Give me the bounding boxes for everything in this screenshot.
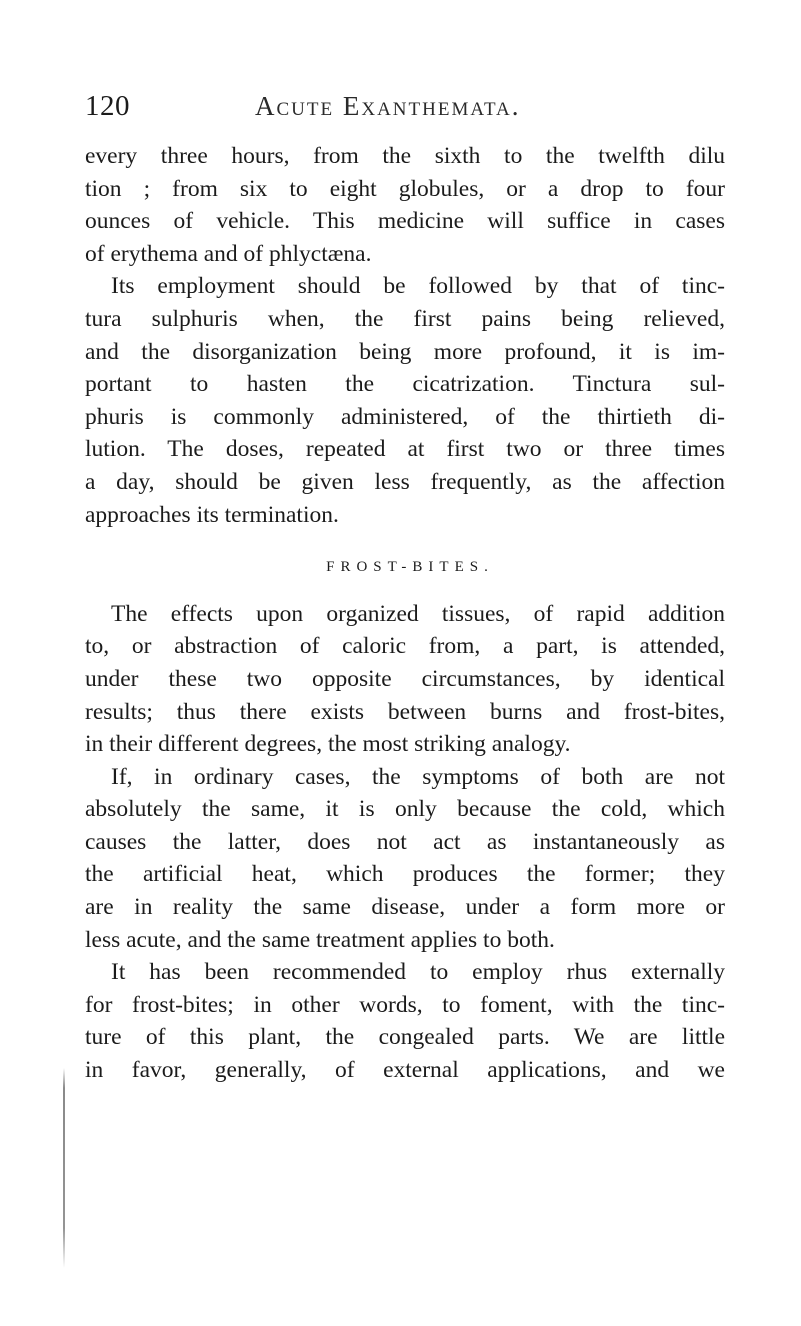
text-line: causes the latter, does not act as instantaneously as: [85, 828, 725, 855]
text-line: for frost-bites; in other words, to foment, with the tinc-: [85, 991, 725, 1018]
text-line: results; thus there exists between burns and frost-bites,: [85, 698, 725, 725]
running-head: [85, 88, 725, 128]
page-number: 120: [85, 90, 130, 122]
section-heading: FROST-BITES.: [326, 559, 494, 576]
text-line: in favor, generally, of external applications, and we: [85, 1057, 725, 1084]
text-line: in their different degrees, the most striking analogy.: [85, 731, 571, 758]
text-line: ounces of vehicle. This medicine will suffice in cases: [85, 208, 725, 235]
text-line: lution. The doses, repeated at first two or three times: [85, 436, 725, 463]
text-line: tion ; from six to eight globules, or a drop to four: [85, 175, 725, 202]
text-line: ture of this plant, the congealed parts. We are little: [85, 1024, 725, 1051]
text-line: portant to hasten the cicatrization. Tinctura sul-: [85, 371, 725, 398]
text-line: phuris is commonly administered, of the thirtieth di-: [85, 403, 725, 430]
running-title: Acute Exanthemata.: [255, 91, 521, 121]
text-line: under these two opposite circumstances, by identical: [85, 665, 725, 692]
margin-pencil-mark: [63, 1068, 65, 1268]
text-line: every three hours, from the sixth to the twelfth dilu: [85, 143, 725, 169]
text-line: If, in ordinary cases, the symptoms of both are not: [111, 763, 725, 790]
text-line: the artificial heat, which produces the former; they: [85, 861, 725, 888]
text-line: are in reality the same disease, under a form more or: [85, 894, 725, 921]
text-line: Its employment should be followed by that of tinc-: [111, 273, 725, 300]
text-line: approaches its termination.: [85, 501, 339, 528]
text-line: It has been recommended to employ rhus externally: [111, 959, 725, 986]
text-line: to, or abstraction of caloric from, a part, is attended,: [85, 633, 725, 660]
text-line: of erythema and of phlyctæna.: [85, 240, 372, 267]
body-text: [85, 140, 725, 1087]
text-line: tura sulphuris when, the first pains being relieved,: [85, 305, 725, 332]
text-line: absolutely the same, it is only because the cold, which: [85, 796, 725, 823]
text-line: a day, should be given less frequently, as the affection: [85, 468, 725, 495]
text-line: less acute, and the same treatment applies to both.: [85, 926, 555, 953]
text-line: The effects upon organized tissues, of rapid addition: [111, 600, 725, 627]
text-line: and the disorganization being more profound, it is im-: [85, 338, 725, 365]
